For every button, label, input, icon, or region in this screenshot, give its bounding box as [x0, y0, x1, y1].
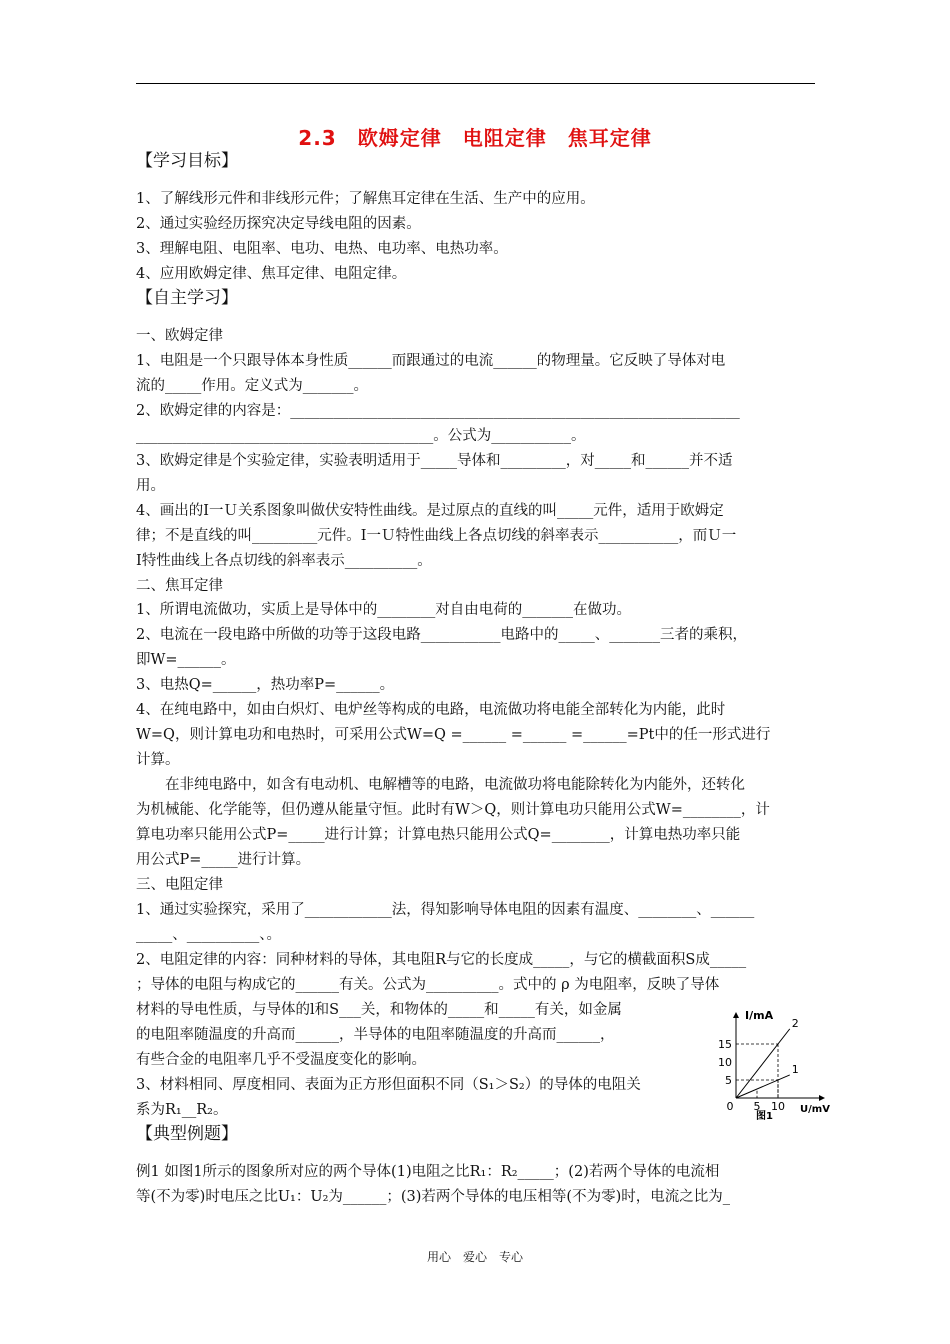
text-line: 等(不为零)时电压之比U₁：U₂为______；(3)若两个导体的电压相等(不为零)时，电流之比为_ — [136, 1189, 730, 1205]
text-line: W=Q，则计算电功和电热时，可采用公式W=Q =______ =______ =______=Pt中的任一形式进行 — [136, 727, 771, 743]
text-line: 2、电流在一段电路中所做的功等于这段电路___________电路中的_____、_______三者的乘积， — [136, 627, 747, 643]
section-heading-self-study: 【自主学习】 — [136, 288, 238, 308]
text-line: 1、所谓电流做功，实质上是导体中的________对自由电荷的_______在做功。 — [136, 602, 631, 618]
text-line: 例1 如图1所示的图象所对应的两个导体(1)电阻之比R₁：R₂_____；(2)若两个导体的电流相 — [136, 1164, 720, 1180]
text-line: 4、画出的Ⅰ一Ｕ关系图象叫做伏安特性曲线。是过原点的直线的叫_____元件，适用于欧姆定 — [136, 503, 724, 519]
text-line: 1、通过实验探究，采用了____________法，得知影响导体电阻的因素有温度、________、______ — [136, 902, 755, 918]
text-line: 4、应用欧姆定律、焦耳定律、电阻定律。 — [136, 266, 407, 282]
text-line: 4、在纯电路中，如由白炽灯、电炉丝等构成的电路，电流做功将电能全部转化为内能，此时 — [136, 702, 726, 718]
text-line: 计算。 — [136, 752, 180, 768]
text-line: 1、了解线形元件和非线形元件；了解焦耳定律在生活、生产中的应用。 — [136, 191, 595, 207]
x-tick-label: 5 — [753, 1100, 761, 1113]
text-line: 算电功率只能用公式P=_____进行计算；计算电热只能用公式Q=________，计算电热功率只能 — [136, 827, 741, 843]
text-line: 2、欧姆定律的内容是：______________________________________________________________ — [136, 403, 740, 419]
text-line: 流的_____作用。定义式为_______。 — [136, 378, 368, 394]
text-line: 2、通过实验经历探究决定导线电阻的因素。 — [136, 216, 421, 232]
text-line: Ⅰ特性曲线上各点切线的斜率表示__________。 — [136, 553, 432, 569]
x-tick-label: 0 — [726, 1100, 734, 1113]
figure-caption: 图1 — [756, 1111, 773, 1122]
subsection-resistance: 三、电阻定律 — [136, 877, 223, 893]
subsection-joule: 二、焦耳定律 — [136, 578, 223, 594]
text-line: 律；不是直线的叫_________元件。Ⅰ一Ｕ特性曲线上各点切线的斜率表示___________，而Ｕ一 — [136, 528, 737, 544]
section-heading-objectives: 【学习目标】 — [136, 151, 238, 171]
subsection-ohm: 一、欧姆定律 — [136, 328, 223, 344]
text-line: _____、__________、。 — [136, 927, 281, 943]
text-line: 用公式P=_____进行计算。 — [136, 852, 311, 868]
text-line: 3、欧姆定律是个实验定律，实验表明适用于_____导体和_________，对_____和______并不适 — [136, 453, 733, 469]
text-line: 3、电热Q=______，热功率P=______。 — [136, 677, 395, 693]
text-line: 有些合金的电阻率几乎不受温度变化的影响。 — [136, 1052, 426, 1068]
series-line-1 — [736, 1075, 790, 1098]
text-line: 用。 — [136, 478, 165, 494]
y-axis-label: I/mA — [745, 1009, 774, 1022]
text-line: _________________________________________。公式为___________。 — [136, 428, 586, 444]
y-tick-label: 10 — [718, 1056, 732, 1069]
x-tick-label: 10 — [771, 1100, 785, 1113]
figure-1-iu-graph — [712, 1003, 838, 1123]
section-heading-examples: 【典型例题】 — [136, 1124, 238, 1144]
footer-text: 用心 爱心 专心 — [426, 1250, 523, 1264]
text-line: 3、理解电阻、电阻率、电功、电热、电功率、电热功率。 — [136, 241, 508, 257]
text-line: ；导体的电阻与构成它的______有关。公式为__________。式中的 ρ 为电阻率，反映了导体 — [136, 977, 720, 993]
series-label-1: 1 — [791, 1062, 799, 1076]
header-rule — [136, 83, 815, 84]
y-tick-label: 5 — [725, 1074, 732, 1087]
page-title: 2.3 欧姆定律 电阻定律 焦耳定律 — [298, 126, 652, 150]
x-axis-label: U/mV — [800, 1104, 830, 1115]
text-line: 为机械能、化学能等，但仍遵从能量守恒。此时有W＞Q，则计算电功只能用公式W=________，计 — [136, 802, 770, 818]
text-line: 2、电阻定律的内容：同种材料的导体，其电阻R与它的长度成_____，与它的横截面积S成_____ — [136, 952, 747, 968]
text-line: 即W=______。 — [136, 652, 236, 668]
y-tick-label: 15 — [718, 1038, 732, 1051]
series-line-2 — [736, 1029, 790, 1098]
text-line: 的电阻率随温度的升高而______，半导体的电阻率随温度的升高而______， — [136, 1027, 615, 1043]
series-label-2: 2 — [791, 1016, 799, 1030]
text-line: 系为R₁__R₂。 — [136, 1102, 228, 1118]
text-line: 1、电阻是一个只跟导体本身性质______而跟通过的电流______的物理量。它反映了导体对电 — [136, 353, 726, 369]
text-line: 3、材料相同、厚度相同、表面为正方形但面积不同（S₁＞S₂）的导体的电阻关 — [136, 1077, 641, 1093]
text-line: 材料的导电性质，与导体的l和S___关，和物体的_____和_____有关，如金属 — [136, 1002, 622, 1018]
text-line: 在非纯电路中，如含有电动机、电解槽等的电路，电流做功将电能除转化为内能外，还转化 — [136, 777, 745, 793]
